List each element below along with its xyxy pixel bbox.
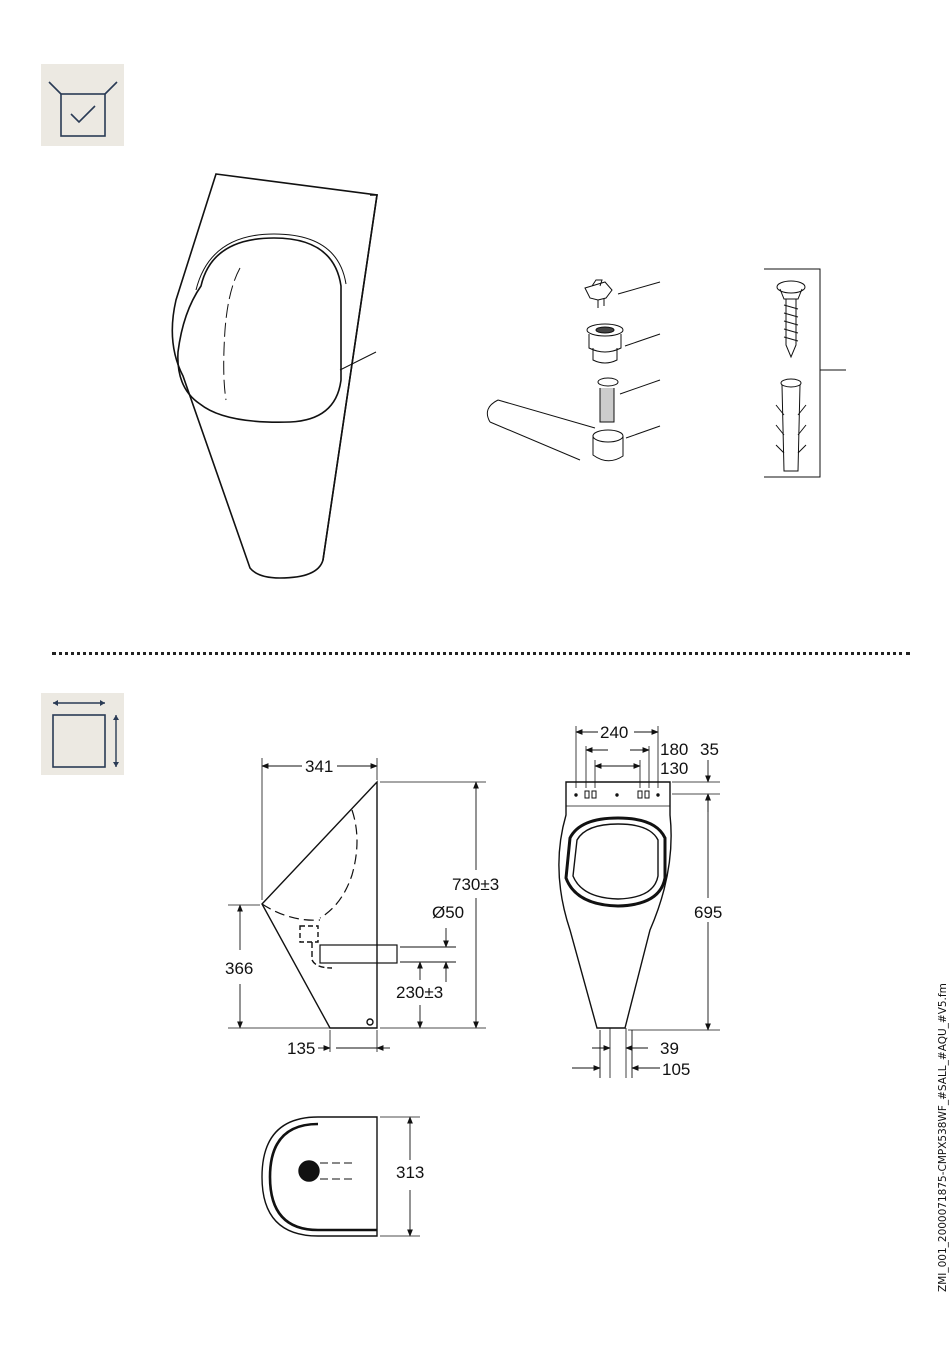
dim-drain-height: 230±3 — [396, 983, 444, 1002]
dim-left-height: 366 — [225, 959, 254, 978]
file-reference: ZMI_001_2000071875-CMPX538WF_#SALL_#AQU_#V5.fm — [937, 983, 949, 1292]
front-view — [559, 726, 723, 1078]
dim-drain-diameter: Ø50 — [432, 903, 465, 922]
dimension-drawings — [0, 700, 950, 1300]
dim-top-depth: 313 — [396, 1163, 425, 1182]
dim-front-105: 105 — [662, 1060, 691, 1079]
dim-front-35: 35 — [700, 740, 719, 759]
dim-side-height: 730±3 — [452, 875, 500, 894]
section-separator — [52, 652, 910, 655]
dim-front-width: 240 — [600, 723, 629, 742]
dim-front-height: 695 — [694, 903, 723, 922]
screws-plugs-drawing — [760, 265, 860, 485]
dim-front-39: 39 — [660, 1039, 679, 1058]
dim-bottom-offset: 135 — [287, 1039, 316, 1058]
dim-side-width: 341 — [305, 757, 334, 776]
dim-front-130: 130 — [660, 759, 689, 778]
drain-fittings-drawing — [480, 270, 680, 490]
dim-front-180: 180 — [660, 740, 689, 759]
